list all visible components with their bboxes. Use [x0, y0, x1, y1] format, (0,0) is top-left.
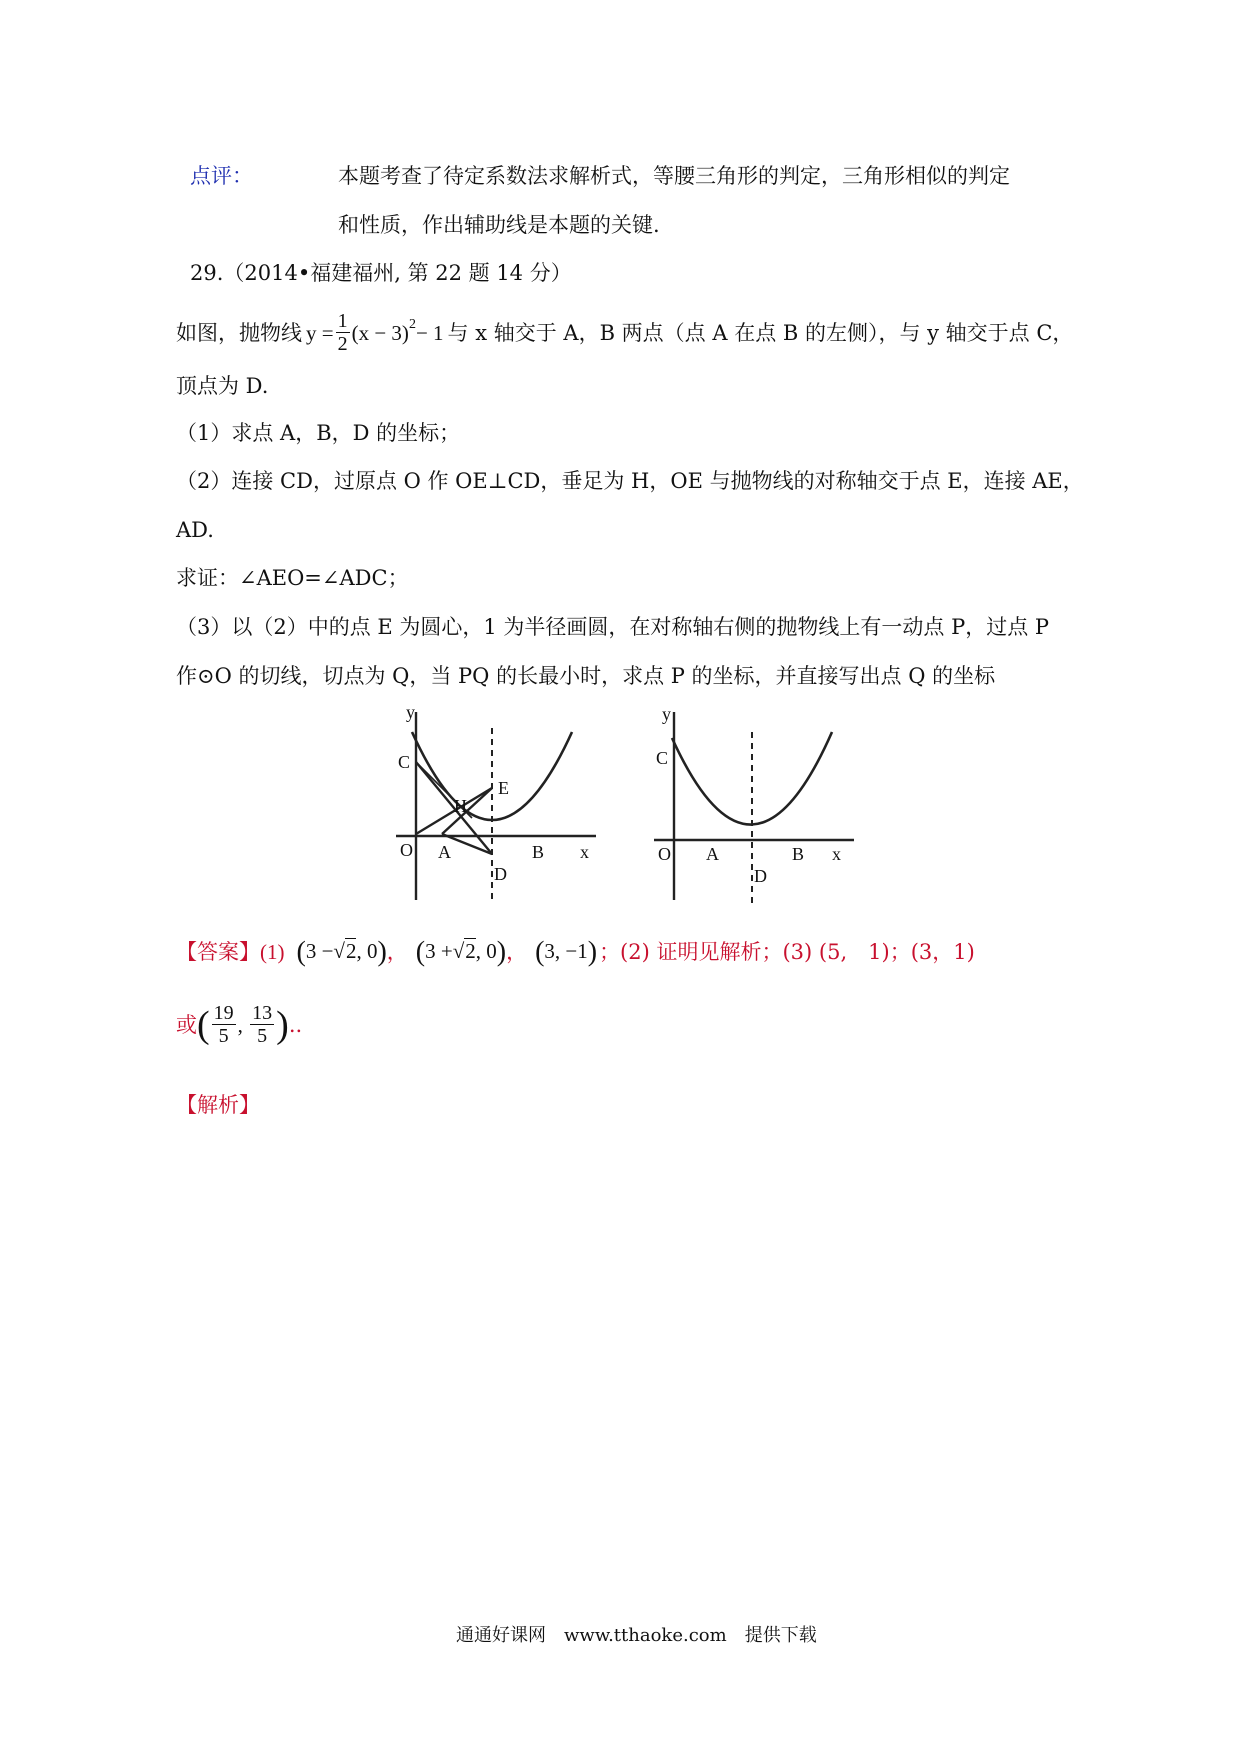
question-3-b: 作⊙O 的切线，切点为 Q，当 PQ 的长最小时，求点 P 的坐标，并直接写出点 Q 的坐标: [176, 664, 996, 688]
q-y-numerator: 13: [252, 1002, 273, 1024]
fig2-label-x: x: [832, 844, 841, 864]
fig2-label-y: y: [662, 708, 671, 724]
fig1-label-c: C: [398, 752, 411, 772]
figure-1-graph: [388, 708, 608, 908]
figure-2-graph: [640, 708, 860, 908]
point-d-coords: 3, −1: [544, 939, 588, 963]
point-d: (3, −1): [535, 936, 598, 968]
q-x-fraction: [212, 1002, 236, 1047]
point-a-pre: 3 −: [305, 939, 334, 963]
fig2-label-d: D: [754, 866, 767, 886]
fig1-label-b: B: [532, 842, 545, 862]
analysis-label: 【解析】: [176, 1093, 260, 1117]
intro-a: 如图，抛物线: [176, 320, 302, 345]
point-b-pre: 3 +: [425, 939, 453, 963]
answer-rest: ；(2) 证明见解析；(3) (5, 1)；(3，1): [599, 939, 975, 964]
eq-y: y =: [306, 320, 334, 345]
answer-line-1: [176, 936, 975, 968]
problem-intro-line: [176, 310, 1073, 355]
question-2-a: （2）连接 CD，过原点 O 作 OE⊥CD，垂足为 H，OE 与抛物线的对称轴交于点 E，连接 AE，: [176, 469, 1084, 493]
fig1-label-o: O: [400, 840, 413, 860]
eq-tail: − 1: [415, 320, 444, 345]
fig1-label-a: A: [438, 842, 451, 862]
point-a-radicand: 2: [345, 939, 357, 963]
answer-label: 【答案】: [176, 939, 260, 964]
sep-2: ，: [506, 939, 528, 964]
point-b-radicand: 2: [465, 939, 476, 963]
point-b-post: , 0: [475, 939, 497, 963]
intro-c: 顶点为 D.: [176, 374, 269, 398]
answer-line-2: 或 ( $\frac{19}{5}$ , $\frac{13}{5}$ ) ..: [176, 1002, 303, 1047]
page-footer: 通通好课网 www.tthaoke.com 提供下载: [456, 1625, 817, 1646]
q-x-numerator: 19: [213, 1002, 234, 1024]
q-y-denominator: 5: [257, 1025, 268, 1047]
question-2-c: 求证：∠AEO=∠ADC；: [176, 566, 409, 590]
answer-part-1: (1): [260, 939, 285, 964]
review-line-1: 本题考查了待定系数法求解析式，等腰三角形的判定，三角形相似的判定: [338, 164, 1010, 188]
eq-denominator: 2: [337, 333, 348, 355]
problem-header: 29.（2014•福建福州, 第 22 题 14 分）: [190, 261, 572, 285]
fig1-label-y: y: [406, 708, 415, 722]
fig2-label-b: B: [792, 844, 805, 864]
fig2-label-c: C: [656, 748, 669, 768]
point-b: (3 +√2, 0): [415, 936, 507, 968]
fig2-label-o: O: [658, 844, 671, 864]
answer-end: ..: [288, 1012, 303, 1037]
review-label: 点评：: [190, 164, 253, 188]
point-a: (3 −√2, 0): [296, 936, 387, 968]
eq-body: (x − 3): [351, 320, 409, 345]
fig1-label-x: x: [580, 842, 589, 862]
answer-or: 或: [176, 1012, 197, 1037]
intro-b: 与 x 轴交于 A，B 两点（点 A 在点 B 的左侧），与 y 轴交于点 C，: [447, 320, 1074, 345]
point-a-post: , 0: [356, 939, 378, 963]
q-x-denominator: 5: [218, 1025, 229, 1047]
question-2-b: AD.: [176, 518, 214, 542]
fig2-label-a: A: [706, 844, 719, 864]
question-3-a: （3）以（2）中的点 E 为圆心，1 为半径画圆，在对称轴右侧的抛物线上有一动点 P，过点 P: [176, 615, 1050, 639]
sep-1: ，: [386, 939, 408, 964]
question-1: （1）求点 A，B，D 的坐标；: [176, 421, 461, 445]
fig1-label-e: E: [498, 778, 509, 798]
eq-numerator: 1: [337, 310, 348, 332]
fig1-label-d: D: [494, 864, 507, 884]
q-y-fraction: [250, 1002, 274, 1047]
fig1-label-h: H: [454, 796, 467, 816]
eq-exponent: 2: [408, 316, 416, 332]
review-line-2: 和性质，作出辅助线是本题的关键.: [338, 213, 660, 237]
eq-fraction: [336, 310, 350, 355]
